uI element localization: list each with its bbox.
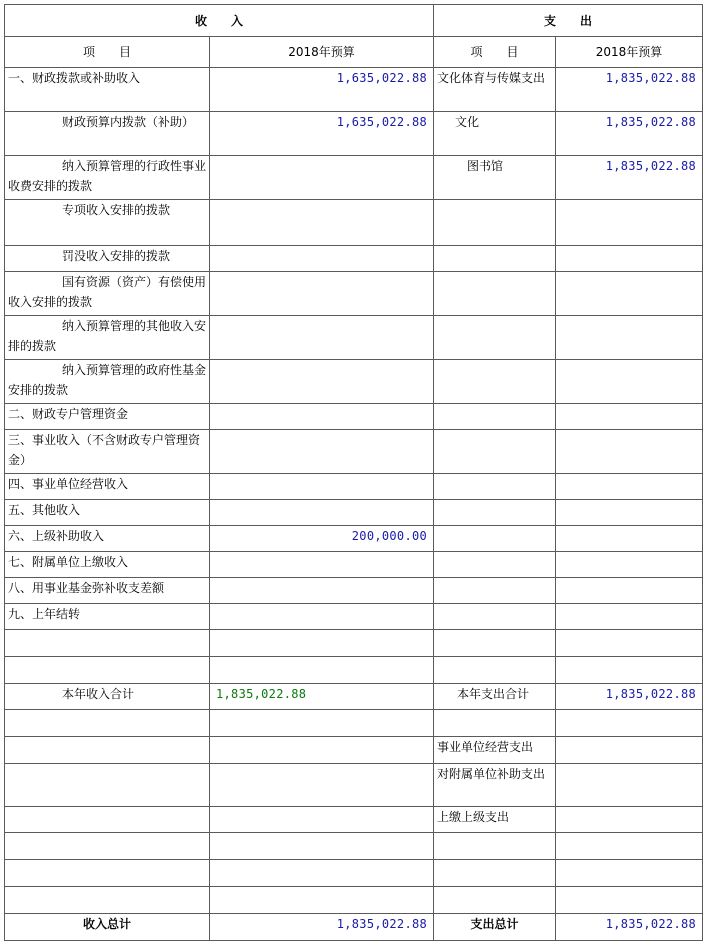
expense-value: 1,835,022.88 — [556, 156, 703, 200]
income-subtotal-label: 本年收入合计 — [5, 684, 210, 710]
table-row — [5, 710, 703, 737]
income-item: 三、事业收入（不含财政专户管理资金） — [5, 430, 210, 474]
expense-item — [434, 710, 556, 737]
income-subtotal-value: 1,835,022.88 — [210, 684, 434, 710]
income-item — [5, 807, 210, 833]
table-row — [5, 657, 703, 684]
section-header-row — [5, 5, 703, 37]
income-value — [210, 272, 434, 316]
expense-item — [434, 404, 556, 430]
expense-value — [556, 630, 703, 657]
income-value — [210, 200, 434, 246]
expense-value — [556, 246, 703, 272]
income-value — [210, 737, 434, 764]
expense-value — [556, 578, 703, 604]
income-value — [210, 500, 434, 526]
income-value — [210, 430, 434, 474]
table-row — [5, 887, 703, 914]
income-item: 四、事业单位经营收入 — [5, 474, 210, 500]
expense-item: 对附属单位补助支出 — [434, 764, 556, 807]
column-header-row — [5, 37, 703, 68]
budget-table — [4, 4, 703, 941]
table-row — [5, 737, 703, 764]
table-row — [5, 552, 703, 578]
income-value — [210, 404, 434, 430]
expense-value — [556, 604, 703, 630]
table-row — [5, 316, 703, 360]
income-value — [210, 833, 434, 860]
expense-item — [434, 474, 556, 500]
expense-item — [434, 578, 556, 604]
table-row — [5, 272, 703, 316]
table-row — [5, 526, 703, 552]
income-item: 九、上年结转 — [5, 604, 210, 630]
expense-value: 1,835,022.88 — [556, 68, 703, 112]
expense-value — [556, 474, 703, 500]
table-row — [5, 833, 703, 860]
income-value — [210, 630, 434, 657]
income-budget-header: 2018年预算 — [210, 37, 434, 68]
expense-item: 文化 — [434, 112, 556, 156]
income-item — [5, 657, 210, 684]
table-row — [5, 360, 703, 404]
expense-item — [434, 552, 556, 578]
table-row — [5, 68, 703, 112]
income-total-label: 收入总计 — [5, 914, 210, 941]
expense-item — [434, 272, 556, 316]
expense-total-value: 1,835,022.88 — [556, 914, 703, 941]
income-item: 罚没收入安排的拨款 — [5, 246, 210, 272]
income-value — [210, 657, 434, 684]
income-total-value: 1,835,022.88 — [210, 914, 434, 941]
expense-value — [556, 500, 703, 526]
income-value: 200,000.00 — [210, 526, 434, 552]
income-item: 专项收入安排的拨款 — [5, 200, 210, 246]
income-value — [210, 578, 434, 604]
expense-value — [556, 200, 703, 246]
income-item-header: 项 目 — [5, 37, 210, 68]
income-item: 纳入预算管理的行政性事业收费安排的拨款 — [5, 156, 210, 200]
expense-item — [434, 860, 556, 887]
income-item — [5, 764, 210, 807]
expense-value — [556, 430, 703, 474]
expense-value — [556, 764, 703, 807]
expense-item — [434, 604, 556, 630]
income-section-title: 收 入 — [5, 5, 434, 37]
expense-item — [434, 200, 556, 246]
table-row — [5, 404, 703, 430]
expense-item: 文化体育与传媒支出 — [434, 68, 556, 112]
expense-value — [556, 833, 703, 860]
total-row — [5, 914, 703, 941]
expense-item-header: 项 目 — [434, 37, 556, 68]
expense-value — [556, 860, 703, 887]
income-item — [5, 737, 210, 764]
income-value — [210, 360, 434, 404]
expense-item: 图书馆 — [434, 156, 556, 200]
expense-item — [434, 360, 556, 404]
table-row — [5, 430, 703, 474]
expense-value — [556, 404, 703, 430]
table-row — [5, 246, 703, 272]
expense-value — [556, 657, 703, 684]
income-value — [210, 316, 434, 360]
expense-item — [434, 430, 556, 474]
income-item — [5, 710, 210, 737]
expense-value — [556, 710, 703, 737]
expense-item: 事业单位经营支出 — [434, 737, 556, 764]
income-item: 纳入预算管理的其他收入安排的拨款 — [5, 316, 210, 360]
expense-item: 上缴上级支出 — [434, 807, 556, 833]
income-item: 二、财政专户管理资金 — [5, 404, 210, 430]
expense-value — [556, 737, 703, 764]
expense-budget-header: 2018年预算 — [556, 37, 703, 68]
table-row — [5, 500, 703, 526]
income-value — [210, 710, 434, 737]
expense-value — [556, 807, 703, 833]
table-row — [5, 200, 703, 246]
expense-value — [556, 360, 703, 404]
income-item — [5, 630, 210, 657]
income-value — [210, 764, 434, 807]
income-item: 五、其他收入 — [5, 500, 210, 526]
income-item: 八、用事业基金弥补收支差额 — [5, 578, 210, 604]
income-item: 财政预算内拨款（补助） — [5, 112, 210, 156]
income-item: 国有资源（资产）有偿使用收入安排的拨款 — [5, 272, 210, 316]
income-value — [210, 156, 434, 200]
expense-value — [556, 316, 703, 360]
subtotal-row — [5, 684, 703, 710]
expense-subtotal-value: 1,835,022.88 — [556, 684, 703, 710]
income-item — [5, 887, 210, 914]
table-row — [5, 474, 703, 500]
table-row — [5, 764, 703, 807]
expense-value — [556, 272, 703, 316]
income-item: 七、附属单位上缴收入 — [5, 552, 210, 578]
table-row — [5, 604, 703, 630]
income-value — [210, 246, 434, 272]
income-value — [210, 474, 434, 500]
table-row — [5, 112, 703, 156]
expense-value — [556, 887, 703, 914]
expense-value — [556, 552, 703, 578]
income-value — [210, 860, 434, 887]
expense-item — [434, 316, 556, 360]
expense-item — [434, 833, 556, 860]
expense-item — [434, 526, 556, 552]
income-value: 1,635,022.88 — [210, 68, 434, 112]
income-item — [5, 833, 210, 860]
expense-item — [434, 630, 556, 657]
expense-value — [556, 526, 703, 552]
table-row — [5, 630, 703, 657]
expense-item — [434, 657, 556, 684]
expense-item — [434, 246, 556, 272]
expense-section-title: 支 出 — [434, 5, 703, 37]
table-row — [5, 578, 703, 604]
income-item: 六、上级补助收入 — [5, 526, 210, 552]
income-value — [210, 604, 434, 630]
income-value — [210, 807, 434, 833]
expense-total-label: 支出总计 — [434, 914, 556, 941]
expense-item — [434, 887, 556, 914]
income-value — [210, 887, 434, 914]
table-row — [5, 156, 703, 200]
expense-value: 1,835,022.88 — [556, 112, 703, 156]
expense-subtotal-label: 本年支出合计 — [434, 684, 556, 710]
table-row — [5, 860, 703, 887]
income-item — [5, 860, 210, 887]
table-row — [5, 807, 703, 833]
income-item: 一、财政拨款或补助收入 — [5, 68, 210, 112]
expense-item — [434, 500, 556, 526]
income-value: 1,635,022.88 — [210, 112, 434, 156]
income-value — [210, 552, 434, 578]
income-item: 纳入预算管理的政府性基金安排的拨款 — [5, 360, 210, 404]
